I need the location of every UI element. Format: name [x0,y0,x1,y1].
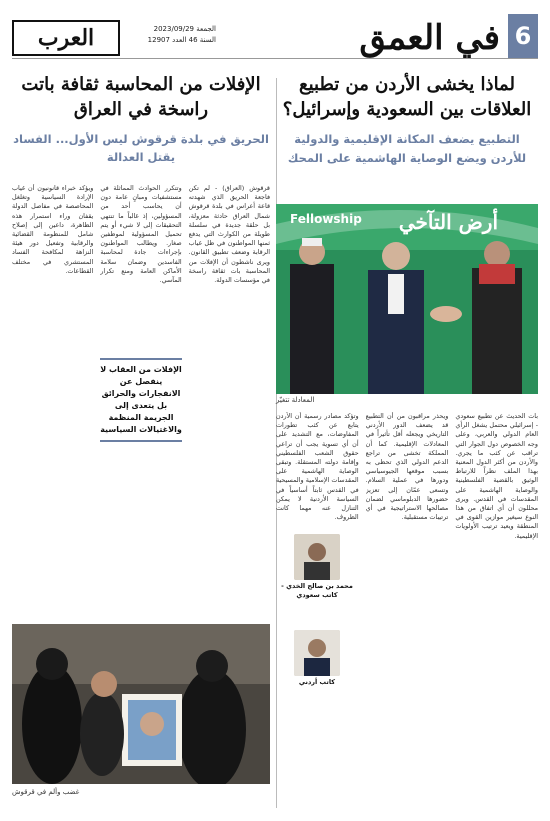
side-subhead: الحريق في بلدة قرقوش ليس الأول... الفساد يقتل العدالة [13,132,269,164]
side-photo-caption: غضب وألم في قرقوش [12,788,80,796]
masthead-rule [12,58,538,59]
author-box-2 [276,630,358,687]
page-number: 6 [508,14,538,58]
section-header [359,14,500,62]
section-title: في العمق [359,18,500,58]
main-body-paragraph-2: ويحذر مراقبون من أن التطبيع قد يضعف الدور الأردني التاريخي ويجعله أقل تأثيراً في المعادلات الإقليمية. كما أن المملكة تخشى من تراجع الدعم الدولي الذي تحظى به بسبب موقعها الجيوسياسي ودورها في عملية السلام. وتسعى عمّان إلى تعزيز حضورها الدبلوماسي لضمان مصالحها الاستراتيجية في أي ترتيبات مستقبلية. [365,412,449,522]
side-photo [12,624,270,784]
newspaper-logo [12,20,120,56]
main-body-paragraph-3: وتؤكد مصادر رسمية أن الأردن يتابع عن كثب تطورات المفاوضات، مع التشديد على أن أي تسوية يجب أن تراعي حقوق الشعب الفلسطيني وإقامة دولته المستقلة. وتبقى الوصاية الهاشمية على المقدسات الإسلامية والمسيحية في القدس ثابتاً أساسياً في السياسة الأردنية لا يمكن التنازل عنه مهما كانت الظروف. [275,412,359,522]
main-body [276,412,538,810]
main-story [276,72,538,812]
photo-banner-en: Fellowship [290,212,362,226]
author-label-2: كاتب أردني [298,678,336,686]
author-photo [294,630,340,676]
logo-text: العرب [37,25,95,51]
author-label-1: محمد بن صالح الخدي - كاتب سعودي [281,582,353,599]
side-body-paragraph-1: قرقوش (العراق) - لم تكن فاجعة الحريق الذي شهدته قاعة أعراس في بلدة قرقوش شمال العراق حادثة معزولة، بل حلقة جديدة في سلسلة طويلة من الكوارث التي يدفع ثمنها المواطنون في ظل غياب الرقابة وضعف تطبيق القانون. ويرى ناشطون أن الإفلات من المحاسبة بات ثقافة راسخة في مؤسسات الدولة. [188,184,270,285]
side-headline: الإفلات من المحاسبة ثقافة باتت راسخة في العراق [21,74,261,120]
side-photo-illustration [12,624,270,784]
side-body-column-3 [12,184,93,616]
issue-info [126,24,216,46]
pull-quote: الإفلات من العقاب لا ينفصل عن الانفجارات والحرائق بل يتعدى إلى الجريمة المنظمة والاغتيالات السياسية [100,358,182,442]
side-body-paragraph-2: وتتكرر الحوادث المماثلة في مستشفيات ومبانٍ عامة دون أن يحاسب أحد من المسؤولين، إذ غالباً ما تنتهي التحقيقات إلى لا شيء أو يتم تحميل المسؤولية لموظفين صغار. ويطالب المواطنون بإجراءات جادة لمحاسبة الفاسدين وضمان سلامة الأماكن العامة ومنع تكرار المآسي. [100,184,182,285]
main-photo [276,204,538,394]
photo-banner-text: أرض التآخي [398,210,498,234]
main-body-paragraph-1: بات الحديث عن تطبيع سعودي - إسرائيلي محتمل يشغل الرأي العام الدولي والعربي، وعلى وجه الخصوص دول الجوار التي تراقب عن كثب ما يجري. والأردن من أكثر الدول المعنية بهذا الملف نظراً للارتباط الوثيق بالقضية الفلسطينية والوصاية الهاشمية على المقدسات في القدس. ويرى محللون أن أي اتفاق من هذا النوع سيغير موازين القوى في المنطقة ويعيد ترتيب الأولويات الإقليمية. [455,412,538,540]
side-story [12,72,270,812]
issue-number: السنة 46 العدد 12907 [147,36,216,44]
author-box-1 [276,534,358,600]
issue-date: الجمعة 2023/09/29 [153,25,216,33]
main-subhead: التطبيع يضعف المكانة الإقليمية والدولية للأردن ويضع الوصاية الهاشمية على المحك [287,132,527,165]
side-body-paragraph-3: ويؤكد خبراء قانونيون أن غياب الإرادة السياسية وتغلغل المحاصصة في مفاصل الدولة يقفان وراء استمرار هذه الظاهرة، داعين إلى إصلاح شامل للمنظومة القضائية والرقابية وتفعيل دور هيئة النزاهة لمكافحة الفساد المستشري في مختلف القطاعات. [12,184,94,275]
main-body-column-2 [366,412,449,810]
main-body-column-3 [276,412,359,810]
side-body-column-1 [189,184,270,616]
author-photo [294,534,340,580]
main-body-column-1 [455,412,538,810]
main-headline: لماذا يخشى الأردن من تطبيع العلاقات بين السعودية وإسرائيل؟ [282,74,532,120]
main-photo-caption: المعادلة تتغيّر [276,396,315,404]
